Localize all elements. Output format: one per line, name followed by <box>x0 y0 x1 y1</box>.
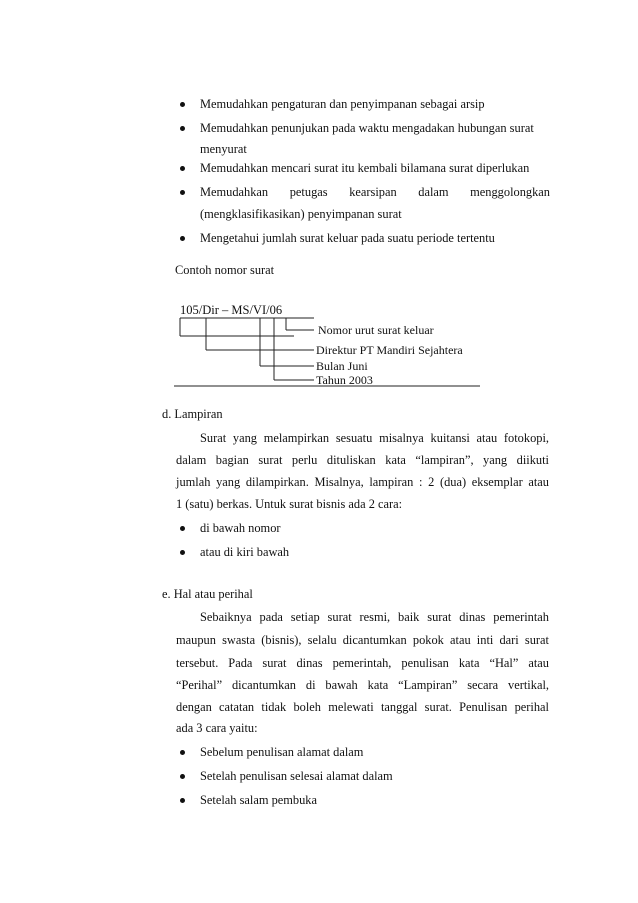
section-e-paragraph-line: dengan catatan tidak boleh melewati tanggal surat. Penulisan perihal <box>176 700 549 714</box>
diagram-label-year: Tahun 2003 <box>316 373 373 387</box>
example-heading: Contoh nomor surat <box>175 263 275 277</box>
section-d-heading: d. Lampiran <box>162 407 223 421</box>
section-e-paragraph-line: “Perihal” dicantumkan di bawah kata “Lampiran” secara vertikal, <box>176 678 549 692</box>
section-d-paragraph-line: 1 (satu) berkas. Untuk surat bisnis ada 2 cara: <box>176 497 403 511</box>
list-item-continuation: menyurat <box>200 142 247 156</box>
section-d-paragraph-line: Surat yang melampirkan sesuatu misalnya kuitansi atau fotokopi, <box>200 431 549 445</box>
bullet-icon <box>180 750 185 755</box>
section-e-paragraph-line: Sebaiknya pada setiap surat resmi, baik surat dinas pemerintah <box>200 610 549 624</box>
diagram-label-number: Nomor urut surat keluar <box>318 323 434 337</box>
list-item: Memudahkan petugas kearsipan dalam menggolongkan <box>200 185 550 199</box>
list-item-continuation: (mengklasifikasikan) penyimpanan surat <box>200 207 402 221</box>
bullet-icon <box>180 190 185 195</box>
section-e-paragraph-line: ada 3 cara yaitu: <box>176 721 258 735</box>
letter-number-diagram <box>174 302 484 388</box>
bullet-icon <box>180 166 185 171</box>
section-d-paragraph-line: dalam bagian surat perlu dituliskan kata “lampiran”, yang diikuti <box>176 453 549 467</box>
list-item: Setelah salam pembuka <box>200 793 317 807</box>
list-item: Memudahkan mencari surat itu kembali bilamana surat diperlukan <box>200 161 530 175</box>
list-item: Mengetahui jumlah surat keluar pada suatu periode tertentu <box>200 231 495 245</box>
list-item: Sebelum penulisan alamat dalam <box>200 745 364 759</box>
list-item: di bawah nomor <box>200 521 281 535</box>
bullet-icon <box>180 774 185 779</box>
section-e-paragraph-line: tersebut. Pada surat dinas pemerintah, penulisan kata “Hal” atau <box>176 656 549 670</box>
bullet-icon <box>180 236 185 241</box>
bullet-icon <box>180 798 185 803</box>
section-e-heading: e. Hal atau perihal <box>162 587 253 601</box>
letter-number-code: 105/Dir – MS/VI/06 <box>180 303 283 317</box>
bullet-icon <box>180 102 185 107</box>
diagram-label-month: Bulan Juni <box>316 359 368 373</box>
bullet-icon <box>180 526 185 531</box>
list-item: Memudahkan pengaturan dan penyimpanan sebagai arsip <box>200 97 485 111</box>
diagram-label-director: Direktur PT Mandiri Sejahtera <box>316 343 463 357</box>
bullet-icon <box>180 126 185 131</box>
list-item: atau di kiri bawah <box>200 545 290 559</box>
list-item: Memudahkan penunjukan pada waktu mengadakan hubungan surat <box>200 121 534 135</box>
list-item: Setelah penulisan selesai alamat dalam <box>200 769 393 783</box>
section-e-paragraph-line: maupun swasta (bisnis), selalu dicantumkan pokok atau inti dari surat <box>176 633 549 647</box>
section-d-paragraph-line: jumlah yang dilampirkan. Misalnya, lampiran : 2 (dua) eksemplar atau <box>176 475 549 489</box>
bullet-icon <box>180 550 185 555</box>
